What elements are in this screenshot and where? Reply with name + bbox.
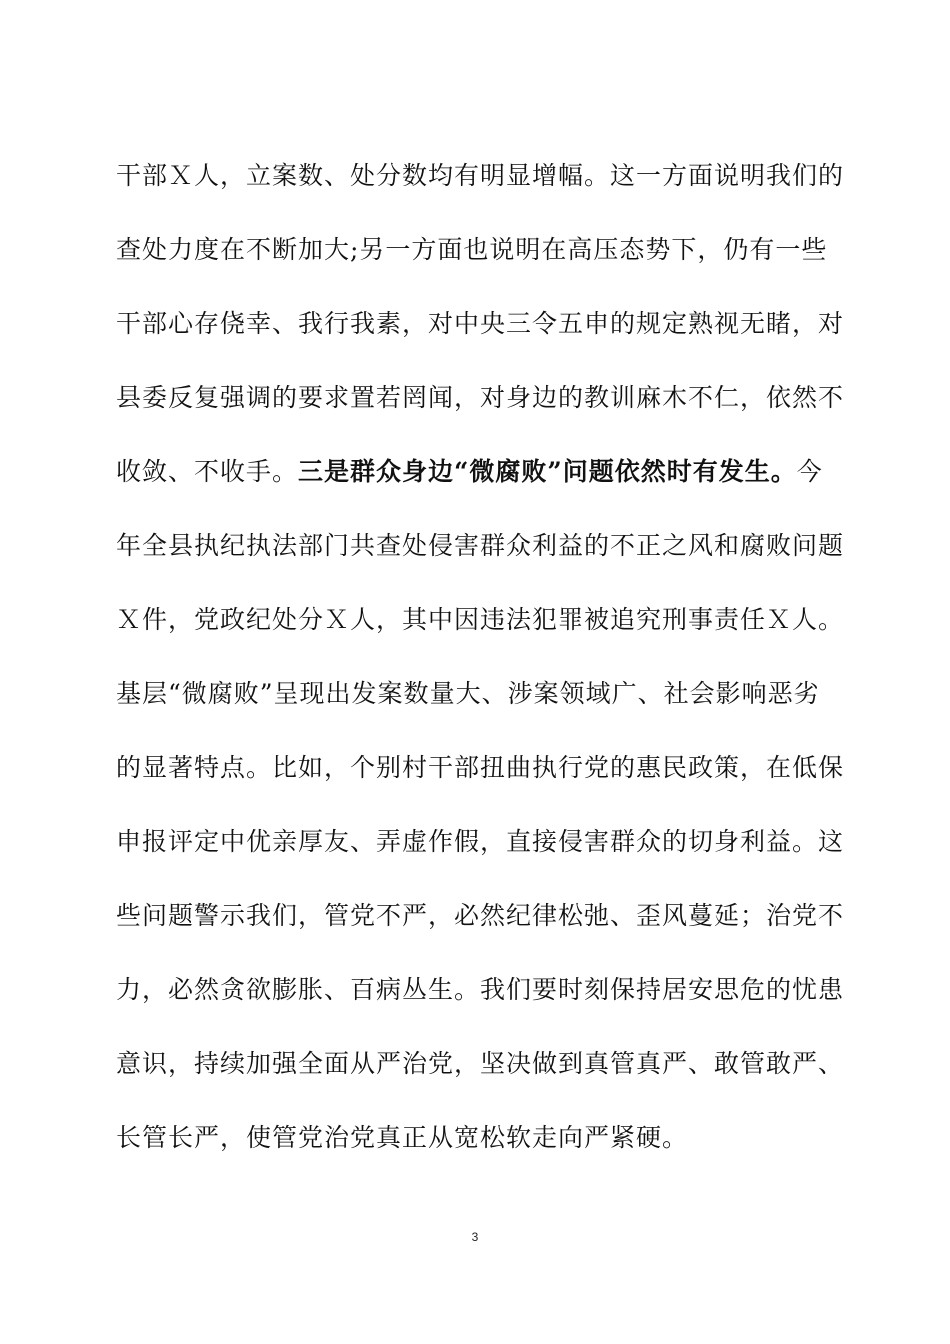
body-text-line: 些问题警示我们，管党不严，必然纪律松弛、歪风蔓延；治党不 (116, 901, 845, 930)
body-text-line: 意识，持续加强全面从严治党，坚决做到真管真严、敢管敢严、 (116, 1049, 845, 1078)
body-text-line: 长管长严，使管党治党真正从宽松软走向严紧硬。 (116, 1123, 689, 1152)
bold-heading-phrase: 三是群众身边“微腐败”问题依然时有发生。 (298, 457, 797, 486)
body-text-segment: 今 (796, 457, 823, 486)
body-text-line: 的显著特点。比如，个别村干部扭曲执行党的惠民政策，在低保 (116, 753, 845, 782)
body-text-line: 力，必然贪欲膨胀、百病丛生。我们要时刻保持居安思危的忧患 (116, 975, 845, 1004)
body-text-line: 查处力度在不断加大;另一方面也说明在高压态势下，仍有一些 (116, 235, 828, 264)
body-text-line: 干部心存侥幸、我行我素，对中央三令五申的规定熟视无睹，对 (116, 309, 845, 338)
body-text-line: 年全县执纪执法部门共查处侵害群众利益的不正之风和腐败问题 (116, 531, 845, 560)
body-text-line-with-emphasis (116, 452, 836, 492)
body-text-line: 申报评定中优亲厚友、弄虚作假，直接侵害群众的切身利益。这 (116, 827, 845, 856)
page-number: 3 (471, 1230, 479, 1244)
body-text-line: 干部Ｘ人，立案数、处分数均有明显增幅。这一方面说明我们的 (116, 161, 845, 190)
body-text-line: 县委反复强调的要求置若罔闻，对身边的教训麻木不仁，依然不 (116, 383, 845, 412)
body-text-line: Ｘ件，党政纪处分Ｘ人，其中因违法犯罪被追究刑事责任Ｘ人。 (116, 605, 845, 634)
body-text-line: 基层“微腐败”呈现出发案数量大、涉案领域广、社会影响恶劣 (116, 679, 820, 708)
body-text-segment: 收敛、不收手。 (116, 457, 299, 486)
